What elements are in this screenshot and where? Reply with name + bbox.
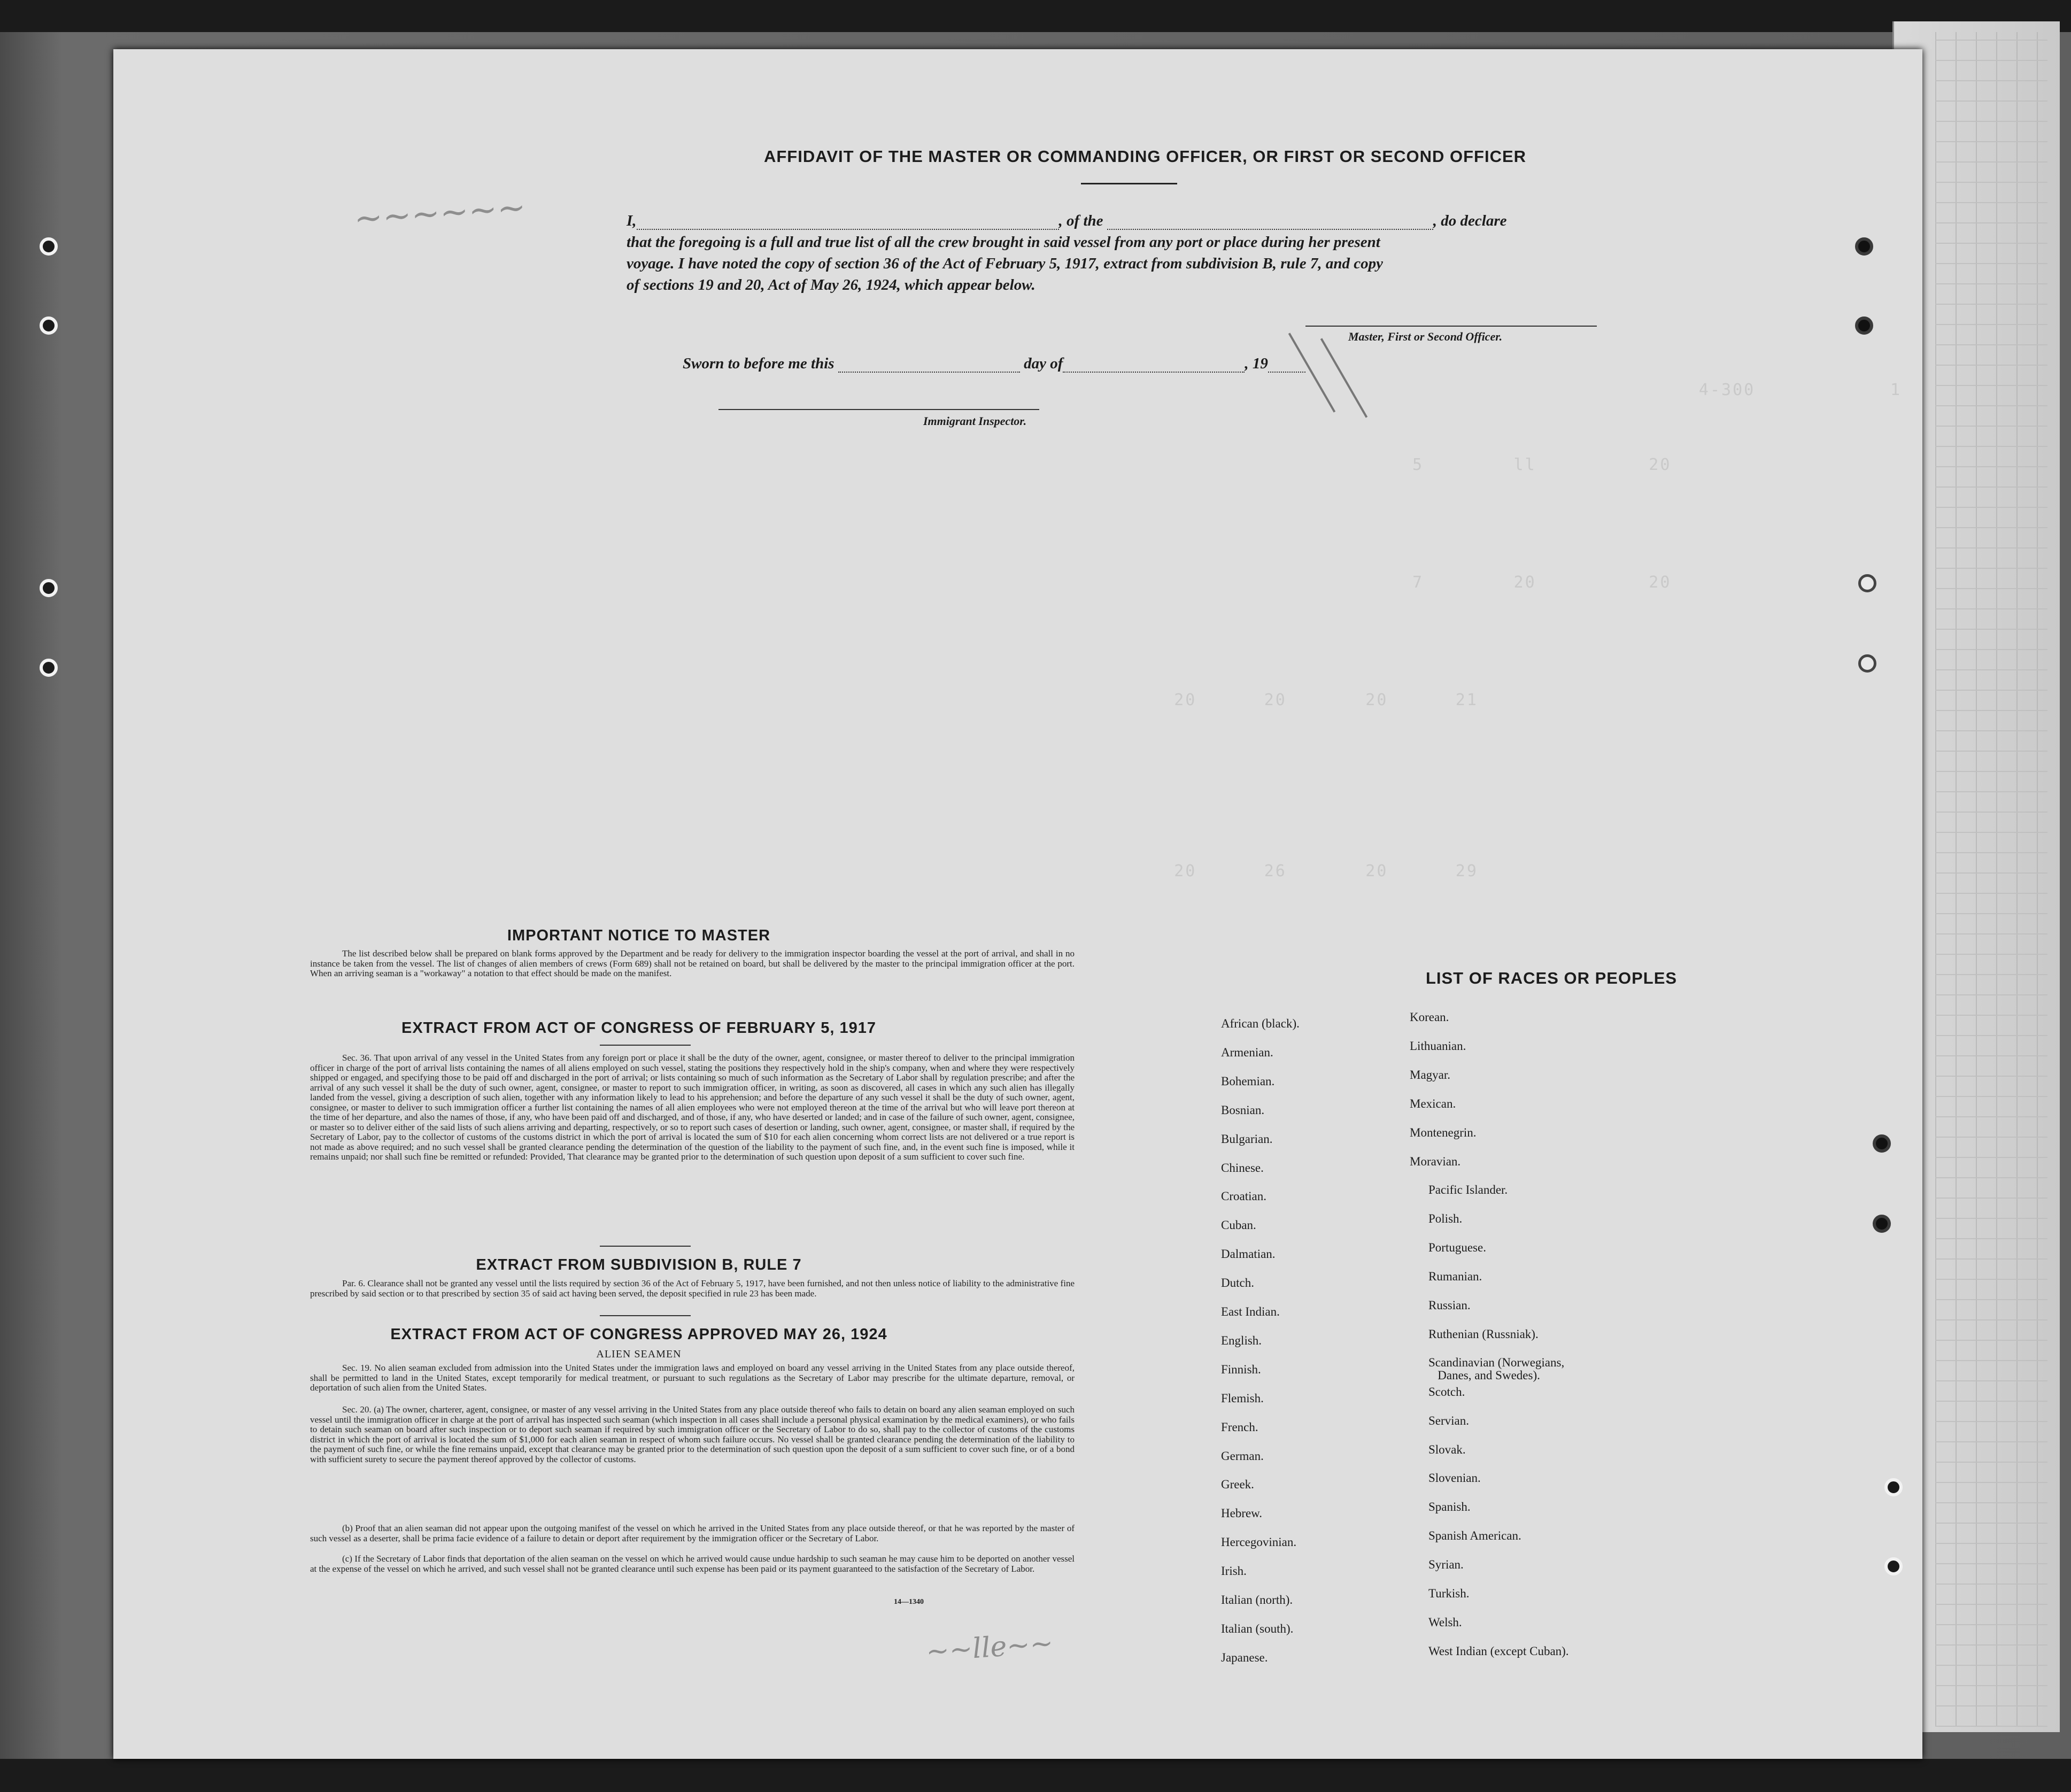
scan-top-border: [0, 0, 2071, 32]
title-divider: [1081, 183, 1177, 184]
handwritten-mark: ~~~~~~: [352, 187, 527, 240]
section-19-text: Sec. 19. No alien seaman excluded from admission into the United States under the immigration laws and employed on board any vessel arriving in the United States from any place outside thereof, shall be permitted to land in the United States, except temporarily for medical treatment, or pursuant to such regulations as the Secretary of Labor may prescribe for the ultimate departure, removal, or deportation of such alien from the United States.: [310, 1363, 1075, 1393]
bleed-through-text: 20 20 20 21: [1129, 691, 1478, 709]
binder-hole: [1855, 237, 1873, 256]
race-item: Bohemian.: [1221, 1074, 1275, 1088]
race-item: Cuban.: [1221, 1218, 1256, 1232]
rule-7-title: EXTRACT FROM SUBDIVISION B, RULE 7: [476, 1256, 802, 1273]
declaration-line-3: voyage. I have noted the copy of section 36 of the Act of February 5, 1917, extract from subdivision B, rule 7, and copy: [627, 255, 1383, 272]
race-item: Croatian.: [1221, 1189, 1266, 1203]
race-item: Bosnian.: [1221, 1103, 1265, 1117]
declaration-line-1: [627, 212, 1506, 230]
bleed-through-text: 4-300 1: [1530, 381, 1902, 399]
document-page: [113, 49, 1922, 1759]
race-item: Irish.: [1221, 1564, 1247, 1578]
race-item: Slovenian.: [1428, 1471, 1481, 1485]
binder-hole: [1855, 316, 1873, 335]
race-item: Magyar.: [1410, 1068, 1451, 1082]
race-item: East Indian.: [1221, 1305, 1280, 1318]
bleed-through-text: 20 26 20 29: [1129, 862, 1478, 880]
day-of-label: day of: [1024, 355, 1063, 372]
binder-hole: [40, 579, 58, 597]
race-item: Lithuanian.: [1410, 1039, 1466, 1053]
race-item: Syrian.: [1428, 1558, 1464, 1572]
race-item: Russian.: [1428, 1299, 1471, 1312]
section-divider: [600, 1246, 691, 1247]
binder-hole: [1884, 1478, 1903, 1496]
race-item: Flemish.: [1221, 1391, 1264, 1405]
extract-1917-text: Sec. 36. That upon arrival of any vessel in the United States from any foreign port or place it shall be the duty of the owner, agent, consignee, or master thereof to deliver to the principal immigration officer in charge of the port of arrival lists containing the names of all aliens employed on such vessel, stating the positions they respectively hold in the ship's company, when and where they were respectively shipped or engaged, and specifying those to be paid off and discharged in the port of arrival; or lists containing so much of such information as the Secretary of Labor shall by regulation prescribe; and after the arrival of any such vessel it shall be the duty of such owner, agent, consignee, or master to report to such immigration officer, in writing, as soon as discovered, all cases in which any such alien has illegally landed from the vessel, giving a description of such alien, together with any information likely to lead to his apprehension; and before the departure of any such vessel it shall be the duty of such owner, agent, consignee, or master to deliver to such immigration officer a further list containing the names of all alien employees who were not employed thereon at the time of the arrival but who will leave port thereon at the time of her departure, and also the names of those, if any, who have been paid off and discharged, and of those, if any, who have deserted or landed; and in case of the failure of such owner, agent, consignee, or master so to deliver either of the said lists of such aliens arriving and departing, respectively, or so to report such cases of desertion or landing, such owner, agent, consignee, or master shall, if required by the Secretary of Labor, pay to the collector of customs of the customs district in which the port of arrival is located the sum of $10 for each alien concerning whom correct lists are not delivered or a true report is not made as above required; and no such vessel shall be granted clearance pending the determination of the question of the liability to the payment of such fine, and, in the event such fine is imposed, while it remains unpaid; nor shall such fine be remitted or refunded: Provided, That clearance may be granted prior to the determination of such question upon deposit of a sum sufficient to cover such fine.: [310, 1053, 1075, 1162]
race-item: Pacific Islander.: [1428, 1183, 1508, 1197]
notice-title: IMPORTANT NOTICE TO MASTER: [507, 927, 771, 944]
declaration-line-4: of sections 19 and 20, Act of May 26, 1924, which appear below.: [627, 276, 1036, 293]
race-item: Spanish American.: [1428, 1529, 1521, 1543]
races-title: LIST OF RACES OR PEOPLES: [1425, 969, 1678, 987]
vessel-name-field[interactable]: [1107, 229, 1433, 230]
binder-hole: [1873, 1215, 1891, 1233]
section-divider: [600, 1045, 691, 1046]
race-item: Japanese.: [1221, 1650, 1268, 1664]
race-item: Armenian.: [1221, 1045, 1273, 1059]
race-item: Spanish.: [1428, 1500, 1471, 1514]
binder-hole: [1884, 1557, 1903, 1575]
affidavit-title: AFFIDAVIT OF THE MASTER OR COMMANDING OFFICER, OR FIRST OR SECOND OFFICER: [763, 147, 1527, 166]
inspector-signature-line[interactable]: [718, 409, 1039, 410]
master-signature-caption: Master, First or Second Officer.: [1348, 330, 1503, 343]
form-number: 14—1340: [894, 1598, 924, 1606]
race-item: Chinese.: [1221, 1161, 1264, 1175]
scan-bottom-border: [0, 1759, 2071, 1792]
check-mark: [1288, 333, 1335, 412]
year-label: , 19: [1245, 355, 1268, 372]
race-item: French.: [1221, 1420, 1258, 1434]
race-item: Ruthenian (Russniak).: [1428, 1327, 1539, 1341]
race-item: Montenegrin.: [1410, 1125, 1477, 1139]
extract-1924-title: EXTRACT FROM ACT OF CONGRESS APPROVED MAY 26, 1924: [390, 1326, 887, 1343]
declaration-declare: , do declare: [1433, 212, 1507, 229]
declaration-i: I,: [627, 212, 637, 229]
sworn-label: Sworn to before me this: [683, 355, 834, 372]
sworn-line: [683, 355, 1305, 373]
master-signature-line[interactable]: [1305, 326, 1597, 327]
race-item: Italian (south).: [1221, 1621, 1294, 1635]
race-item: Dalmatian.: [1221, 1247, 1276, 1261]
binder-hole: [1858, 574, 1876, 592]
race-item: Rumanian.: [1428, 1270, 1482, 1284]
race-item: Scandinavian (Norwegians, Danes, and Swedes).: [1428, 1355, 1565, 1382]
binder-hole: [1858, 654, 1876, 673]
race-item: Hebrew.: [1221, 1507, 1263, 1520]
race-item: German.: [1221, 1449, 1264, 1463]
section-divider: [600, 1315, 691, 1316]
sworn-month-field[interactable]: [1063, 372, 1245, 373]
race-item: Scotch.: [1428, 1385, 1465, 1399]
race-item: Welsh.: [1428, 1615, 1462, 1629]
ledger-grid-strip: [1935, 32, 2047, 1727]
race-item: Mexican.: [1410, 1096, 1456, 1110]
binder-hole: [40, 237, 58, 256]
race-item: English.: [1221, 1333, 1262, 1347]
race-item: Greek.: [1221, 1478, 1254, 1492]
race-item: Moravian.: [1410, 1154, 1461, 1168]
binder-hole: [40, 659, 58, 677]
bleed-through-text: 7 20 20: [1412, 573, 1672, 592]
race-item: West Indian (except Cuban).: [1428, 1644, 1569, 1658]
race-item: Servian.: [1428, 1413, 1470, 1427]
race-item: Turkish.: [1428, 1587, 1470, 1600]
race-item: Bulgarian.: [1221, 1132, 1273, 1146]
race-item: Portuguese.: [1428, 1241, 1486, 1255]
binder-hole: [40, 316, 58, 335]
declaration-line-2: that the foregoing is a full and true list of all the crew brought in said vessel from any port or place during her present: [627, 234, 1380, 251]
extract-1917-title: EXTRACT FROM ACT OF CONGRESS OF FEBRUARY 5, 1917: [401, 1019, 877, 1037]
sworn-day-field[interactable]: [838, 372, 1020, 373]
race-item: African (black).: [1221, 1017, 1300, 1030]
bleed-through-text: 5 ll 20: [1412, 455, 1672, 474]
handwritten-signature: ~~lle~~: [925, 1627, 1055, 1669]
officer-name-field[interactable]: [637, 229, 1059, 230]
check-mark: [1320, 338, 1367, 418]
race-item: Polish.: [1428, 1212, 1463, 1226]
race-item: Korean.: [1410, 1010, 1449, 1024]
binder-hole: [1873, 1134, 1891, 1153]
declaration-of-the: , of the: [1058, 212, 1103, 229]
section-20b-text: (b) Proof that an alien seaman did not appear upon the outgoing manifest of the vessel on which he arrived in the United States from any place outside thereof, or that he was reported by the master of such vessel as a deserter, shall be prima facie evidence of a failure to detain or deport after requirement by the immigration officer or the Secretary of Labor.: [310, 1523, 1075, 1543]
notice-text: The list described below shall be prepared on blank forms approved by the Department and be ready for delivery to the immigration inspector boarding the vessel at the port of arrival, and shall in no instance be taken from the vessel. The list of changes of alien members of crews (Form 689) shall not be retained on board, but shall be delivered by the master to the principal immigration officer at the port. When an arriving seaman is a "workaway" a notation to that effect should be made on the manifest.: [310, 948, 1075, 978]
section-20c-text: (c) If the Secretary of Labor finds that deportation of the alien seaman on the vessel on which he arrived would cause undue hardship to such seaman he may cause him to be deported on another vessel at the expense of the vessel on which he arrived, and such vessel shall not be granted clearance until such expense has been paid or its payment guaranteed to the satisfaction of the Secretary of Labor.: [310, 1554, 1075, 1574]
section-20a-text: Sec. 20. (a) The owner, charterer, agent, consignee, or master of any vessel arriving in the United States from any place outside thereof who fails to detain on board any alien seaman employed on such vessel until the immigration officer in charge at the port of arrival has inspected such seaman (which inspection in all cases shall include a personal physical examination by the medical examiners), or who fails to detain such seaman on board after such inspection or to deport such seaman if required by such immigration officer or the Secretary of Labor to do so, shall pay to the collector of customs of the customs district in which the port of arrival is located the sum of $1,000 for each alien seaman in respect of whom such failure occurs. No vessel shall be granted clearance pending the determination of the liability to the payment of such fine, or while the fine remains unpaid, except that clearance may be granted prior to the determination of such question upon the deposit of a sum sufficient to cover such fine, or of a bond with sufficient surety to secure the payment thereof approved by the collector of customs.: [310, 1404, 1075, 1464]
race-item: Hercegovinian.: [1221, 1535, 1297, 1549]
inspector-signature-caption: Immigrant Inspector.: [923, 414, 1027, 428]
race-item: Finnish.: [1221, 1362, 1261, 1376]
sworn-year-field[interactable]: [1268, 372, 1305, 373]
rule-7-text: Par. 6. Clearance shall not be granted any vessel until the lists required by section 36 of the Act of February 5, 1917, have been furnished, and not then unless notice of liability to the administrative fine prescribed by said section or to that prescribed by section 35 of said act having been served, the deposit specified in rule 23 has been made.: [310, 1278, 1075, 1299]
race-item: Dutch.: [1221, 1276, 1254, 1290]
alien-seamen-heading: ALIEN SEAMEN: [596, 1348, 682, 1360]
race-item: Slovak.: [1428, 1442, 1466, 1456]
race-item: Italian (north).: [1221, 1593, 1293, 1606]
